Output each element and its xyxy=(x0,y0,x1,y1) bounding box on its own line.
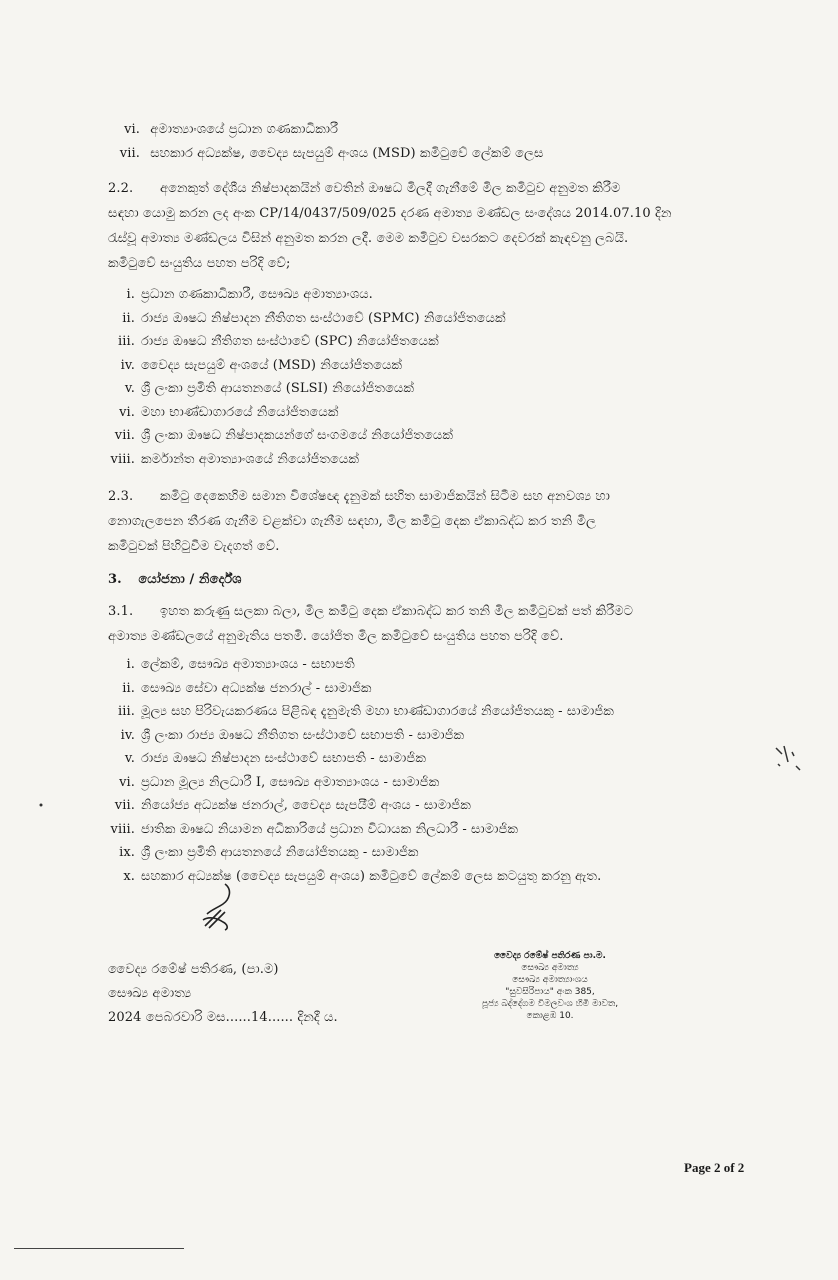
section-2-3-line: කමිටුවක් පිහිටුවීම වැදගත් වේ. xyxy=(108,539,280,554)
list-item-number: iii. xyxy=(117,334,135,349)
list-item-text: ශ්‍රී ලංකා ප්‍රමිති ආයතනයේ (SLSI) නියෝජිතයෙක් xyxy=(141,381,415,396)
list-item-number: i. xyxy=(126,287,135,302)
section-2-2-number: 2.2. xyxy=(108,181,134,196)
signatory-name: වෛද්‍ය රමේෂ් පතිරණ, (පා.ම) xyxy=(108,962,279,977)
list-item-text: රාජ්‍ය ඖෂධ නිෂ්පාදන නීතිගත සංස්ථාවේ (SPMC) නියෝජිතයෙක් xyxy=(141,310,506,326)
list-item-text: ප්‍රධාන මූල්‍ය නිලධාරී I, සෞඛ්‍ය අමාත්‍යාංශය - සාමාජික xyxy=(141,774,440,790)
stray-ink-mark xyxy=(772,740,812,774)
section-3-1-line: ඉහත කරුණු සලකා බලා, මිල කමිටු දෙක ඒකාබද්ධ කර තනි මිල කමිටුවක් පත් කිරීමට xyxy=(160,604,634,619)
list-item-text: රාජ්‍ය ඖෂධ නීතිගත සංස්ථාවේ (SPC) නියෝජිතයෙක් xyxy=(141,334,439,349)
list-item-text: සෞඛ්‍ය සේවා අධ්‍යක්ෂ ජනරාල් - සාමාජික xyxy=(141,680,372,696)
stray-dot xyxy=(36,800,46,810)
list-item-text: රාජ්‍ය ඖෂධ නිෂ්පාදන සංස්ථාවේ සභාපති - සාමාජික xyxy=(141,751,426,766)
handwritten-signature xyxy=(195,880,255,940)
section-2-3-line: නොගැලපෙන තීරණ ගැනීම වළක්වා ගැනීම සඳහා, මිල කමිටු දෙක ඒකාබද්ධ කර තනි මිල xyxy=(108,514,596,529)
list-item-text: වෛද්‍ය සැපයුම් අංශයේ (MSD) නියෝජිතයෙක් xyxy=(141,357,403,373)
list-item-text: නියෝජ්‍ය අධ්‍යක්ෂ ජනරාල්, වෛද්‍ය සැපයීම් අංශය - සාමාජික xyxy=(141,798,471,813)
top-list-item: vii. සහකාර අධ්‍යක්ෂ, වෛද්‍ය සැපයුම් අංශය (MSD) කමිටුවේ ලේකම් ලෙස xyxy=(119,146,544,161)
official-seal: වෛද්‍ය රමේෂ් පතිරණ පා.ම. සෞඛ්‍ය අමාත්‍ය සෞඛ්‍ය අමාත්‍යාංශය "සුවසිරිපාය" අංක 385, පූජ්‍ය බද්දේගම විමලවංශ හිමි මාවත, කොළඹ 10. xyxy=(481,951,619,1021)
list-item-number: vii. xyxy=(114,428,135,443)
section-2-2-line: රැස්වූ අමාත්‍ය මණ්ඩලය විසින් අනුමත කරන ලදී. මෙම කමිටුව වසරකට දෙවරක් කැඳවනු ලබයි. xyxy=(108,231,629,246)
section-3-1-line: අමාත්‍ය මණ්ඩලයේ අනුමැතිය පතමි. යෝජිත මිල කමිටුවේ සංයුතිය පහත පරිදි වේ. xyxy=(108,629,564,644)
list-item-number: iv. xyxy=(120,357,135,373)
list-item-number: ix. xyxy=(119,845,135,860)
list-item-number: vii. xyxy=(114,798,135,813)
section-2-2-line: කමිටුවේ සංයුතිය පහත පරිදි වේ; xyxy=(108,256,291,271)
list-item-number: vi. xyxy=(119,404,135,420)
list-item-number: v. xyxy=(124,751,135,766)
list-item-number: iii. xyxy=(117,704,135,719)
list-item-number: vi. xyxy=(119,774,135,790)
list-item-number: i. xyxy=(126,657,135,672)
list-item-text: ප්‍රධාන ගණකාධිකාරී, සෞඛ්‍ය අමාත්‍යාංශය. xyxy=(141,287,373,302)
list-item-text: මූල්‍ය සහ පිරිවැයකරණය පිළිබඳ දැනුමැති මහා භාණ්ඩාගාරයේ නියෝජිතයකු - සාමාජික xyxy=(141,704,614,719)
list-item-text: ශ්‍රී ලංකා ඖෂධ නිෂ්පාදකයන්ගේ සංගමයේ නියෝජිතයෙක් xyxy=(141,428,454,443)
section-2-2-line: සඳහා යොමු කරන ලද අංක CP/14/0437/509/025 දරණ අමාත්‍ය මණ්ඩල සංදේශය 2014.07.10 දින xyxy=(108,206,672,221)
signatory-title: සෞඛ්‍ය අමාත්‍ය xyxy=(108,986,192,1001)
list-item-number: viii. xyxy=(110,451,135,467)
list-item-text: කර්මාන්ත අමාත්‍යාංශයේ නියෝජිතයෙක් xyxy=(141,451,359,467)
section-2-3-line: කමිටු දෙකෙහිම සමාන විශේෂඥ දැනුමක් සහිත සාමාජිකයින් සිටීම සහ අනවශ්‍ය හා xyxy=(160,489,610,504)
list-item-text: ශ්‍රී ලංකා රාජ්‍ය ඖෂධ නීතිගත සංස්ථාවේ සභාපති - සාමාජික xyxy=(141,727,465,743)
signature-date: 2024 පෙබරවාරි මස......14...... දිනදී ය. xyxy=(108,1010,338,1025)
list-item-text: ජාතික ඖෂධ නියාමන අධිකාරියේ ප්‍රධාන විධායක නිලධාරී - සාමාජික xyxy=(141,821,519,837)
list-item-number: ii. xyxy=(122,310,135,326)
list-item-text: සහකාර අධ්‍යක්ෂ (වෛද්‍ය සැපයුම් අංශය) කමිටුවේ ලේකම් ලෙස කටයුතු කරනු ඇත. xyxy=(141,868,602,884)
bottom-rule xyxy=(14,1248,184,1249)
section-2-2-line: අනෙකුත් දේශීය නිෂ්පාදකයින් වෙතින් ඖෂධ මිලදී ගැනීමේ මිල කමිටුව අනුමත කිරීම xyxy=(160,181,621,196)
list-item-number: viii. xyxy=(110,821,135,837)
list-item-text: ශ්‍රී ලංකා ප්‍රමිති ආයතනයේ නියෝජිතයකු - සාමාජික xyxy=(141,845,419,860)
top-list-item: vi. අමාත්‍යාංශයේ ප්‍රධාන ගණකාධිකාරී xyxy=(124,122,339,137)
section-2-3-number: 2.3. xyxy=(108,489,134,504)
list-item-number: ii. xyxy=(122,680,135,696)
list-item-text: ලේකම්, සෞඛ්‍ය අමාත්‍යාංශය - සභාපති xyxy=(141,657,355,672)
section-3-1-number: 3.1. xyxy=(108,604,134,619)
list-item-number: iv. xyxy=(120,727,135,743)
list-item-text: මහා භාණ්ඩාගාරයේ නියෝජිතයෙක් xyxy=(141,404,339,420)
list-item-number: v. xyxy=(124,381,135,396)
list-item-number: x. xyxy=(123,868,135,884)
section-3-heading: 3. යෝජනා / නිර්දේශ xyxy=(108,572,242,587)
page-number: Page 2 of 2 xyxy=(684,1160,745,1175)
